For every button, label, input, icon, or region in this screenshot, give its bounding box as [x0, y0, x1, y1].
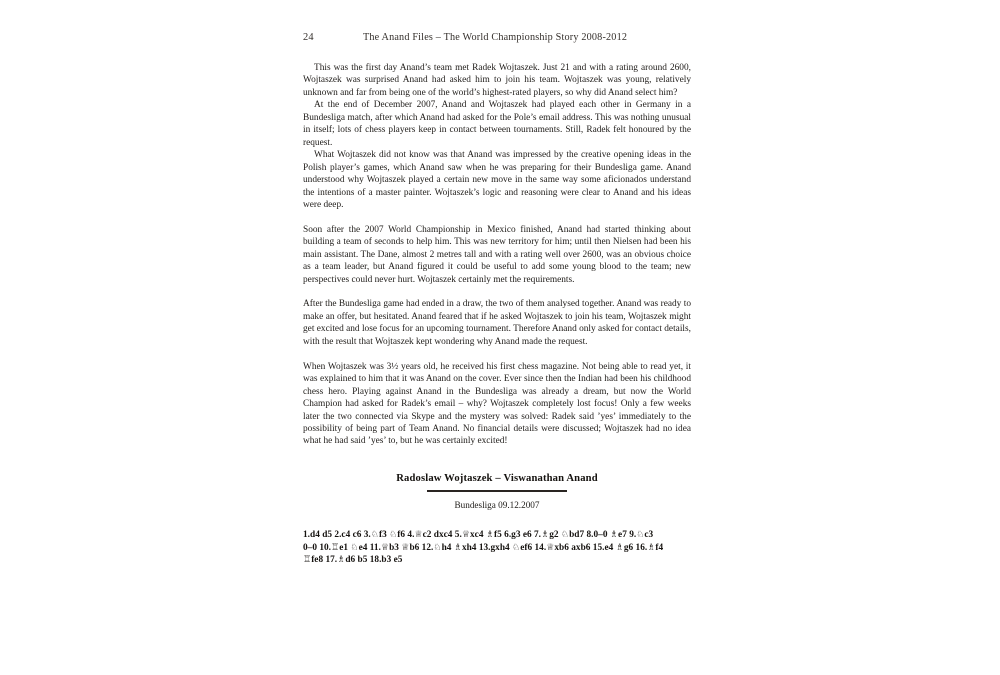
moves-line-1: 1.d4 d5 2.c4 c6 3.♘f3 ♘f6 4.♕c2 dxc4 5.♕xc4 ♗f5 6.g3 e6 7.♗g2 ♘bd7 8.0–0 ♗e7 9.♘c3 [303, 529, 654, 540]
moves-line-2: 0–0 10.♖e1 ♘e4 11.♕b3 ♕b6 12.♘h4 ♗xh4 13.gxh4 ♘ef6 14.♕xb6 axb6 15.e4 ♗g6 16.♗f4 [303, 542, 664, 553]
game-players: Radoslaw Wojtaszek – Viswanathan Anand [396, 472, 598, 484]
paragraph-5: After the Bundesliga game had ended in a draw, the two of them analysed together. Anand was ready to make an offer, but hesitated. Anand feared that if he asked Wojtaszek to join his team, Wojtaszek might get excited and lose focus for an upcoming tournament. Therefore Anand only asked for contact details, with the result that Wojtaszek kept wondering why Anand made the request. [303, 299, 691, 347]
paragraph-2: At the end of December 2007, Anand and Wojtaszek had played each other in Germany in a Bundesliga match, after which Anand had asked for the Pole’s email address. This was nothing unusual in itself; lots of chess players keep in contact between tournaments. Still, Radek felt honoured by the request. [303, 100, 691, 148]
running-head [303, 32, 691, 48]
paragraph-6: When Wojtaszek was 3½ years old, he received his first chess magazine. Not being able to read yet, it was explained to him that it was Anand on the cover. Ever since then the Indian had been his childhood chess hero. Playing against Anand in the Bundesliga was already a dream, but now the World Champion had asked for Radek’s email – why? Wojtaszek completely lost focus! Only a few weeks later the two connected via Skype and the mystery was solved: Radek said ’yes’ immediately to the possibility of being part of Team Anand. No financial details were discussed; Wojtaszek had no idea what he had said ’yes’ to, but he was certainly excited! [303, 361, 691, 447]
paragraph-4: Soon after the 2007 World Championship in Mexico finished, Anand had started thinking about building a team of seconds to help him. This was new territory for him; until then Nielsen had been his main assistant. The Dane, almost 2 metres tall and with a rating well over 2600, was an obvious choice as a team leader, but Anand figured it could be useful to add some young blood to the team; new perspectives could never hurt. Wojtaszek certainly met the requirements. [303, 224, 691, 285]
game-moves [303, 529, 691, 567]
header-divider [427, 490, 567, 492]
text-column [303, 62, 691, 567]
page-number: 24 [303, 32, 314, 43]
moves-line-3: ♖fe8 17.♗d6 b5 18.b3 e5 [303, 555, 403, 566]
paragraph-1: This was the first day Anand’s team met Radek Wojtaszek. Just 21 and with a rating around 2600, Wojtaszek was surprised Anand had asked him to join his team. Wojtaszek was young, relatively unknown and far from being one of the world’s highest-rated players, so why did Anand select him? [303, 63, 691, 98]
game-header [303, 472, 691, 511]
game-event: Bundesliga 09.12.2007 [454, 499, 540, 510]
running-head-title: The Anand Files – The World Championship Story 2008-2012 [363, 32, 628, 43]
paragraph-3: What Wojtaszek did not know was that Anand was impressed by the creative opening ideas in the Polish player’s games, which Anand saw when he was preparing for their Bundesliga game. Anand understood why Wojtaszek played a certain new move in the same way some aficionados understand the intentions of a master painter. Wojtaszek’s logic and reasoning were clear to Anand and his ideas were deep. [303, 150, 691, 210]
